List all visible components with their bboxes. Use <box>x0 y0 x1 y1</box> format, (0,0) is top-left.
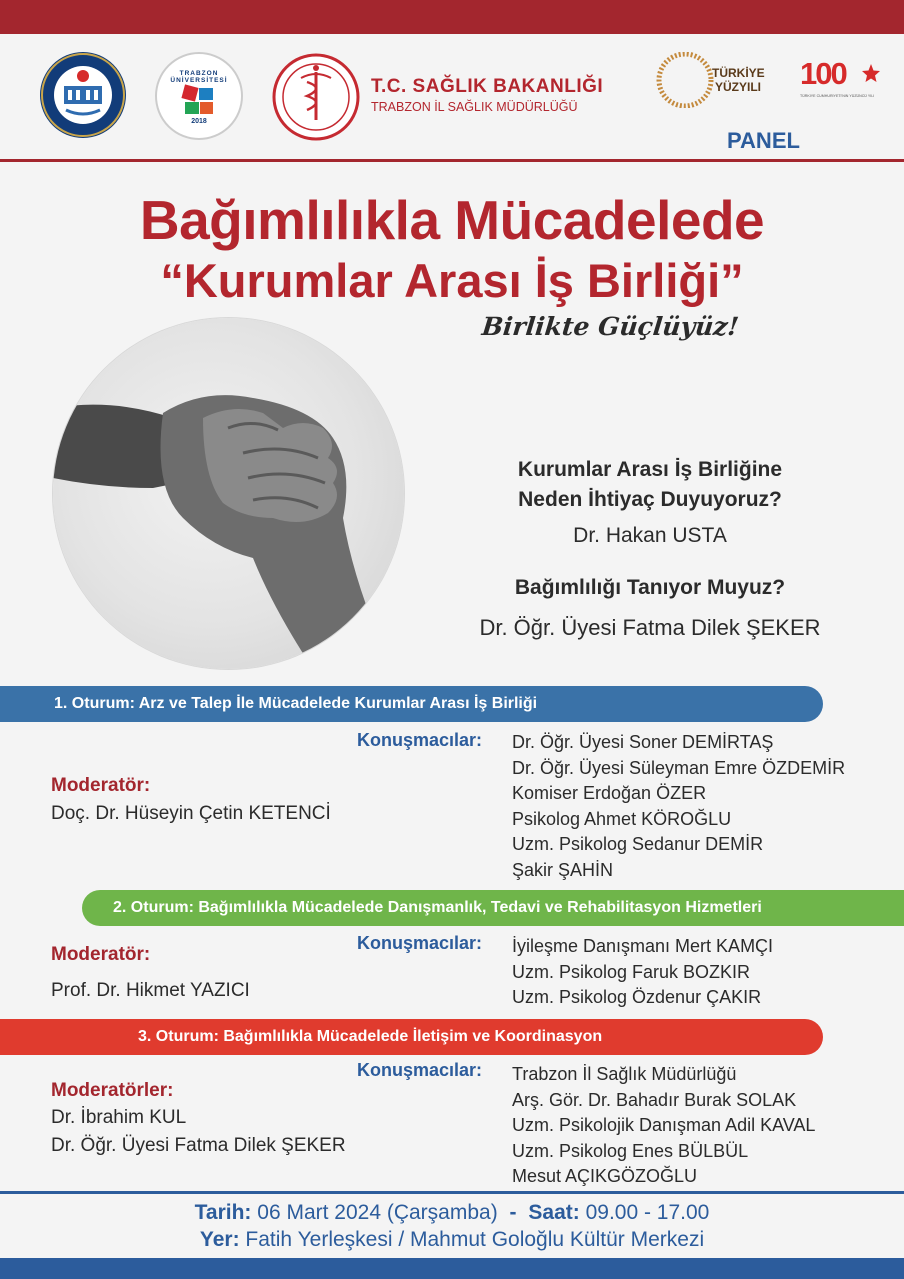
session2-speaker: İyileşme Danışmanı Mert KAMÇI <box>512 936 774 956</box>
session2-speakers-label: Konuşmacılar: <box>357 933 483 953</box>
ministry-logo <box>271 52 361 142</box>
panel-label: PANEL <box>727 128 800 153</box>
session3-speaker: Arş. Gör. Dr. Bahadır Burak SOLAK <box>512 1089 797 1110</box>
session1-speaker-list <box>512 730 845 883</box>
session3-speaker: Trabzon İl Sağlık Müdürlüğü <box>512 1064 737 1084</box>
session1-speakers-label: Konuşmacılar: <box>357 730 483 750</box>
session3-moderator-name: Dr. Öğr. Üyesi Fatma Dilek ŞEKER <box>51 1135 346 1156</box>
university-year: 2018 <box>191 117 207 125</box>
session3-speaker: Mesut AÇIKGÖZOĞLU <box>512 1166 698 1186</box>
session1-speaker: Dr. Öğr. Üyesi Süleyman Emre ÖZDEMİR <box>512 757 846 778</box>
handshake-photo <box>53 318 404 669</box>
session3-moderator-label: Moderatörler: <box>51 1080 174 1101</box>
turkiye-yuzyili-logo <box>655 52 783 108</box>
session3-moderator-name: Dr. İbrahim KUL <box>51 1107 187 1128</box>
turkiye-text: TÜRKİYE <box>712 66 765 80</box>
session3-speaker: Uzm. Psikolog Enes BÜLBÜL <box>512 1140 749 1161</box>
session3-speakers-label: Konuşmacılar: <box>357 1060 483 1080</box>
university-emblem-icon <box>179 84 219 118</box>
talk1-question-line1: Kurumlar Arası İş Birliğine <box>517 458 783 481</box>
session2-speaker: Uzm. Psikolog Faruk BOZKIR <box>512 961 751 982</box>
talk2-question: Bağımlılığı Tanıyor Muyuz? <box>514 576 786 599</box>
ministry-subtitle: TRABZON İL SAĞLIK MÜDÜRLÜĞÜ <box>371 100 578 114</box>
session2-title: 2. Oturum: Bağımlılıkla Mücadelede Danışmanlık, Tedavi ve Rehabilitasyon Hizmetleri <box>82 890 904 926</box>
bottom-blue-bar <box>0 1258 904 1279</box>
session3-title: 3. Oturum: Bağımlılıkla Mücadelede İletişim ve Koordinasyon <box>0 1019 823 1055</box>
date-value: 06 Mart 2024 (Çarşamba) <box>257 1201 498 1224</box>
university-logo-name: TRABZON ÜNİVERSİTESİ <box>170 69 228 84</box>
talk1-question-line2: Neden İhtiyaç Duyuyoruz? <box>518 488 782 511</box>
session1-speaker: Uzm. Psikolog Sedanur DEMİR <box>512 834 764 854</box>
slogan: Birlikte Güçlüyüz! <box>480 312 741 341</box>
session2-speaker: Uzm. Psikolog Özdenur ÇAKIR <box>512 987 762 1007</box>
event-date-time <box>0 1201 904 1225</box>
main-title-line2: “Kurumlar Arası İş Birliği” <box>160 254 744 307</box>
talk1-question <box>430 455 870 515</box>
date-label: Tarih: <box>194 1201 252 1224</box>
place-value: Fatih Yerleşkesi / Mahmut Goloğlu Kültür Merkezi <box>245 1228 705 1251</box>
talk2-speaker: Dr. Öğr. Üyesi Fatma Dilek ŞEKER <box>479 615 821 640</box>
session1-speaker: Komiser Erdoğan ÖZER <box>512 783 707 803</box>
crescent-star-icon <box>860 62 882 84</box>
ministry-title: T.C. SAĞLIK BAKANLIĞI <box>371 76 604 97</box>
session2-speaker-list <box>512 934 773 1011</box>
top-red-bar <box>0 0 904 34</box>
sun-emblem-icon <box>655 52 717 108</box>
centennial-number: 100 <box>800 56 846 91</box>
session1-moderator-label: Moderatör: <box>51 775 151 796</box>
handshake-icon <box>53 318 404 669</box>
session3-speaker-list <box>512 1062 815 1190</box>
session1-speaker: Dr. Öğr. Üyesi Soner DEMİRTAŞ <box>512 732 774 752</box>
session1-moderator-name: Doç. Dr. Hüseyin Çetin KETENCİ <box>51 803 331 824</box>
centennial-logo <box>800 56 884 104</box>
header-divider <box>0 159 904 162</box>
footer-divider <box>0 1191 904 1194</box>
session1-speaker: Şakir ŞAHİN <box>512 859 614 880</box>
valilik-logo <box>40 52 126 138</box>
event-place <box>0 1228 904 1252</box>
main-title-line1: Bağımlılıkla Mücadelede <box>139 189 765 251</box>
session1-title: 1. Oturum: Arz ve Talep İle Mücadelede Kurumlar Arası İş Birliği <box>0 686 823 722</box>
time-value: 09.00 - 17.00 <box>585 1201 710 1224</box>
time-label: Saat: <box>528 1201 580 1224</box>
yuzyili-text: YÜZYILI <box>715 80 762 94</box>
session3-speaker: Uzm. Psikolojik Danışman Adil KAVAL <box>512 1115 816 1135</box>
centennial-subtext: TÜRKİYE CUMHURİYETİ'NİN YÜZÜNCÜ YILI <box>800 94 875 98</box>
talk1-speaker: Dr. Hakan USTA <box>573 524 727 547</box>
date-time-separator: - <box>509 1201 517 1224</box>
session2-moderator-label: Moderatör: <box>51 944 151 965</box>
session1-speaker: Psikolog Ahmet KÖROĞLU <box>512 808 732 829</box>
place-label: Yer: <box>199 1228 240 1251</box>
session2-moderator-name: Prof. Dr. Hikmet YAZICI <box>51 980 250 1001</box>
university-logo <box>155 52 243 140</box>
valilik-logo-text <box>40 140 126 141</box>
